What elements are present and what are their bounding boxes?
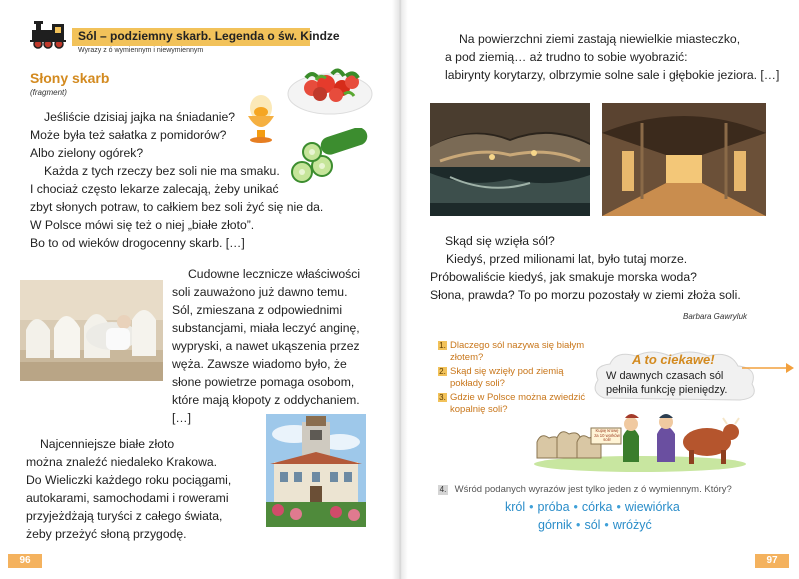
chapter-subtitle: Wyrazy z ó wymiennym i niewymiennym — [78, 47, 204, 54]
word: wiewiórka — [624, 500, 680, 514]
text-line: a pod ziemią… aż trudno to sobie wyobrazić: — [445, 50, 688, 64]
bullet-separator: • — [604, 518, 609, 532]
text-line: Skąd się wzięła sól? — [445, 234, 555, 248]
word: wróżyć — [612, 518, 652, 532]
text-line: słone powietrze pomaga osobom, — [172, 375, 355, 389]
left-page — [0, 0, 399, 579]
text-line: można znaleźć niedaleko Krakowa. — [26, 455, 218, 469]
page-number-right: 97 — [755, 554, 789, 568]
task-number: 4. — [439, 485, 447, 494]
text-line: żeby przeżyć słoną przygodę. — [26, 527, 187, 541]
text-line: Może była też sałatka z pomidorów? — [30, 128, 227, 142]
question-1 — [438, 340, 585, 363]
fragment-note: (fragment) — [30, 88, 67, 97]
text-line: labirynty korytarzy, olbrzymie solne sale i głębokie jeziora. […] — [445, 68, 780, 82]
author-signature: Barbara Gawryluk — [683, 312, 748, 321]
decorative-arrow-icon — [742, 362, 794, 374]
locomotive-icon — [30, 20, 68, 50]
text-line: W dawnych czasach sól — [606, 370, 724, 382]
chapter-title: Sól – podziemny skarb. Legenda o św. Kindze — [78, 29, 340, 43]
page-number-left: 96 — [8, 554, 42, 568]
question-text: Gdzie w Polsce można zwiedzić — [450, 392, 586, 403]
bullet-separator: • — [576, 518, 581, 532]
text-line: Próbowaliście kiedyś, jak smakuje morska woda? — [430, 270, 697, 284]
word: sól — [584, 518, 601, 532]
question-heading — [445, 232, 555, 250]
salt-therapy-room-photo — [20, 280, 163, 381]
question-text: pokłady soli? — [450, 377, 505, 389]
text-line: autokarami, samochodami i rowerami — [26, 491, 229, 505]
bullet-separator: • — [616, 500, 621, 514]
paragraph-1 — [30, 108, 323, 252]
word-list-row-2 — [538, 518, 652, 532]
task-4 — [438, 484, 732, 495]
right-page — [399, 0, 799, 579]
text-line: które mają kłopoty z oddychaniem. — [172, 393, 360, 407]
paragraph-3 — [26, 435, 231, 543]
bullet-separator: • — [529, 500, 534, 514]
text-line: W Polsce mówi się też o niej „białe złoto”. — [30, 218, 255, 232]
question-text: Dlaczego sól nazywa się białym — [450, 340, 585, 351]
text-line: soli zauważono już dawno temu. — [172, 285, 348, 299]
word: górnik — [538, 518, 573, 532]
salt-trade-illustration — [531, 392, 749, 474]
word: córka — [581, 500, 613, 514]
question-number: 2. — [439, 367, 446, 376]
question-number: 3. — [439, 393, 446, 402]
text-line: Kiedyś, przed milionami lat, było tutaj morze. — [446, 252, 688, 266]
text-line: zbyt słonych potraw, to całkiem bez soli żyć się nie da. — [30, 200, 324, 214]
question-number: 1. — [439, 341, 446, 350]
wieliczka-mine-building-photo — [266, 414, 366, 527]
fun-fact-title: A to ciekawe! — [632, 352, 715, 367]
text-line: Do Wieliczki każdego roku pociągami, — [26, 473, 232, 487]
text-line: Albo zielony ogórek? — [30, 146, 144, 160]
underground-salt-lake-photo — [430, 103, 590, 216]
text-line: substancjami, miała leczyć anginę, — [172, 321, 360, 335]
bullet-separator: • — [573, 500, 578, 514]
text-line: Słona, prawda? To po morzu pozostały w ziemi złoża soli. — [430, 288, 741, 302]
text-line: Sól, zmieszana z odpowiednimi — [172, 303, 343, 317]
mine-corridor-photo — [602, 103, 766, 216]
text-line: wypryski, a nawet ukąszenia przez — [172, 339, 360, 353]
text-line: węża. Zawsze wiadomo było, że — [172, 357, 347, 371]
text-line: Najcenniejsze białe złoto — [40, 437, 175, 451]
book-gutter — [392, 0, 408, 579]
text-line: […] — [172, 411, 191, 425]
text-line: Jeśliście dzisiaj jajka na śniadanie? — [44, 110, 236, 124]
text-line: I chociaż często lekarze zalecają, żeby unikać — [30, 182, 279, 196]
text-line: Cudowne lecznicze właściwości — [188, 267, 361, 281]
text-line: przyjeżdżają turyści z całego świata, — [26, 509, 223, 523]
intro-paragraph — [445, 30, 779, 84]
word: król — [505, 500, 526, 514]
salt-bag-sign: Kupię krowę za 10 worków soli! — [594, 429, 620, 443]
section-title: Słony skarb — [30, 70, 110, 86]
word: próba — [537, 500, 570, 514]
word-list-row-1 — [505, 500, 680, 514]
text-line: Każda z tych rzeczy bez soli nie ma smaku. — [44, 164, 280, 178]
text-line: Na powierzchni ziemi zastają niewielkie miasteczko, — [459, 32, 741, 46]
question-text: złotem? — [450, 351, 484, 363]
task-text: Wśród podanych wyrazów jest tylko jeden z ó wymiennym. Który? — [454, 484, 732, 495]
text-line: Bo to od wieków drogocenny skarb. […] — [30, 236, 245, 250]
question-text: kopalnię soli? — [450, 403, 508, 415]
text-line: pełniła funkcję pieniędzy. — [606, 384, 728, 396]
question-text: Skąd się wzięły pod ziemią — [450, 366, 564, 377]
question-2 — [438, 366, 585, 389]
answer-paragraph — [430, 250, 741, 304]
paragraph-2 — [172, 265, 360, 427]
